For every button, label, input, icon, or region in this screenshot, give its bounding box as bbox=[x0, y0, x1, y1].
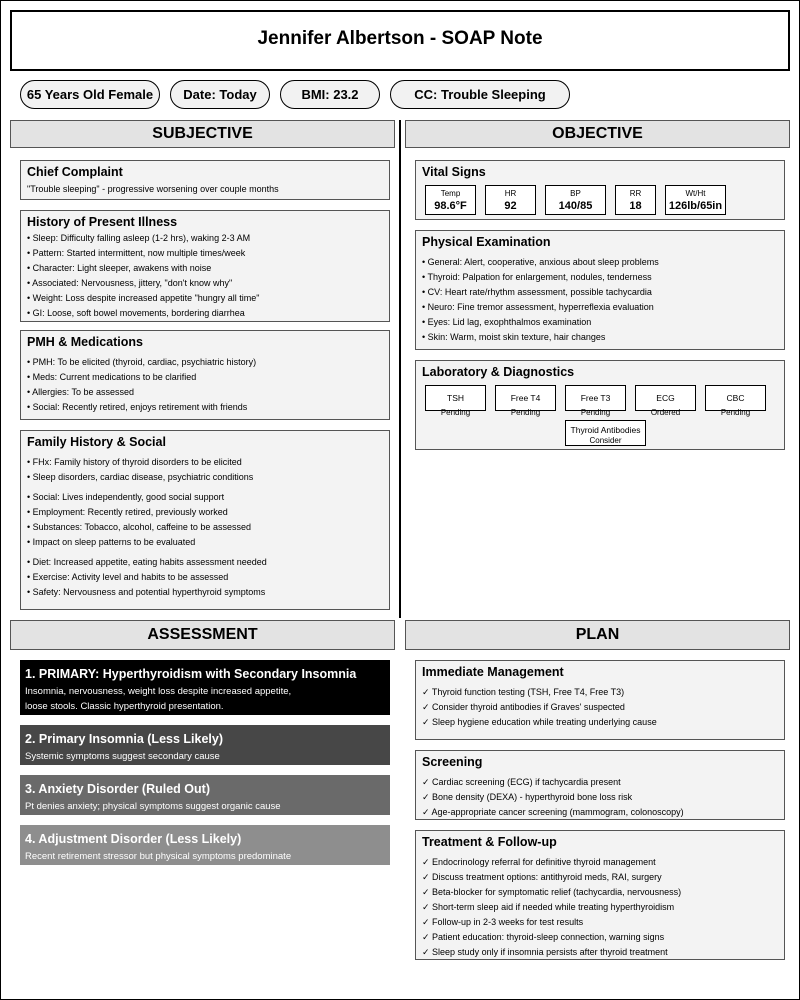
list-item: ✓ Patient education: thyroid-sleep connection, warning signs bbox=[422, 932, 665, 942]
lab-cbc-status: Pending bbox=[720, 408, 751, 417]
list-item: ✓ Short-term sleep aid if needed while treating hyperthyroidism bbox=[422, 902, 675, 912]
list-item: • Allergies: To be assessed bbox=[27, 387, 135, 397]
list-item: • Diet: Increased appetite, eating habits assessment needed bbox=[27, 557, 267, 567]
screening-list bbox=[422, 775, 684, 820]
plan-header: PLAN bbox=[405, 620, 790, 650]
treatment-title: Treatment & Follow-up bbox=[422, 835, 557, 849]
hpi-card bbox=[20, 210, 390, 322]
vital-bp: BP 140/85 bbox=[545, 185, 606, 215]
lab-cbc: CBC bbox=[705, 385, 766, 411]
lab-thyroid-antibodies-status: Consider bbox=[589, 436, 622, 445]
vital-wt-ht: Wt/Ht 126lb/65in bbox=[665, 185, 726, 215]
vital-signs-title: Vital Signs bbox=[422, 165, 486, 179]
list-item: • Employment: Recently retired, previously worked bbox=[27, 507, 228, 517]
physical-exam-card bbox=[415, 230, 785, 350]
chief-complaint-text: "Trouble sleeping" - progressive worsening over couple months bbox=[27, 184, 279, 194]
page-title: Jennifer Albertson - SOAP Note bbox=[257, 28, 543, 49]
list-item: ✓ Bone density (DEXA) - hyperthyroid bone loss risk bbox=[422, 792, 633, 802]
pmh-card bbox=[20, 330, 390, 420]
vital-rr: RR 18 bbox=[615, 185, 656, 215]
family-social-title: Family History & Social bbox=[27, 435, 166, 449]
physical-exam-title: Physical Examination bbox=[422, 235, 551, 249]
pmh-title: PMH & Medications bbox=[27, 335, 143, 349]
list-item: • Eyes: Lid lag, exophthalmos examination bbox=[422, 317, 592, 327]
physical-exam-list bbox=[422, 255, 659, 345]
list-item: • Impact on sleep patterns to be evaluated bbox=[27, 537, 196, 547]
chief-complaint-card bbox=[20, 160, 390, 200]
vital-temp: Temp 98.6°F bbox=[425, 185, 476, 215]
list-item: • Social: Recently retired, enjoys retirement with friends bbox=[27, 402, 248, 412]
pmh-list bbox=[27, 355, 256, 415]
list-item: ✓ Age-appropriate cancer screening (mammogram, colonoscopy) bbox=[422, 807, 684, 817]
list-item: • Meds: Current medications to be clarified bbox=[27, 372, 197, 382]
list-item: • Weight: Loss despite increased appetite "hungry all time" bbox=[27, 293, 260, 303]
lab-ecg: ECG bbox=[635, 385, 696, 411]
list-item: ✓ Consider thyroid antibodies if Graves' suspected bbox=[422, 702, 625, 712]
hpi-title: History of Present Illness bbox=[27, 215, 178, 229]
list-item: ✓ Endocrinology referral for definitive thyroid management bbox=[422, 857, 656, 867]
chief-complaint-pill: CC: Trouble Sleeping bbox=[390, 80, 570, 109]
diagnosis-3: 3. Anxiety Disorder (Ruled Out) Pt denies anxiety; physical symptoms suggest organic cause bbox=[20, 775, 390, 815]
list-item: • Thyroid: Palpation for enlargement, nodules, tenderness bbox=[422, 272, 652, 282]
lifestyle-list bbox=[27, 555, 267, 600]
list-item: • Exercise: Activity level and habits to be assessed bbox=[27, 572, 229, 582]
diagnosis-2: 2. Primary Insomnia (Less Likely) Systemic symptoms suggest secondary cause bbox=[20, 725, 390, 765]
column-divider bbox=[399, 120, 401, 618]
labs-title: Laboratory & Diagnostics bbox=[422, 365, 575, 379]
social-list bbox=[27, 490, 251, 550]
list-item: • PMH: To be elicited (thyroid, cardiac, psychiatric history) bbox=[27, 357, 257, 367]
lab-tsh: TSH bbox=[425, 385, 486, 411]
lab-free-t3: Free T3 bbox=[565, 385, 626, 411]
diagnosis-primary: 1. PRIMARY: Hyperthyroidism with Secondary Insomnia Insomnia, nervousness, weight loss despite increased appetite, loose stools. Classic hyperthyroid presentation. bbox=[20, 660, 390, 715]
lab-tsh-status: Pending bbox=[440, 408, 471, 417]
list-item: ✓ Cardiac screening (ECG) if tachycardia present bbox=[422, 777, 621, 787]
treatment-card bbox=[415, 830, 785, 960]
list-item: • GI: Loose, soft bowel movements, bordering diarrhea bbox=[27, 308, 245, 318]
list-item: • Skin: Warm, moist skin texture, hair changes bbox=[422, 332, 606, 342]
treatment-list bbox=[422, 855, 681, 960]
list-item: ✓ Discuss treatment options: antithyroid meds, RAI, surgery bbox=[422, 872, 662, 882]
diagnosis-4: 4. Adjustment Disorder (Less Likely) Recent retirement stressor but physical symptoms predominate bbox=[20, 825, 390, 865]
objective-header: OBJECTIVE bbox=[405, 120, 790, 148]
vital-hr: HR 92 bbox=[485, 185, 536, 215]
lab-ecg-status: Ordered bbox=[650, 408, 681, 417]
list-item: ✓ Thyroid function testing (TSH, Free T4, Free T3) bbox=[422, 687, 625, 697]
lab-thyroid-antibodies: Thyroid Antibodies Consider bbox=[565, 420, 646, 446]
list-item: • Neuro: Fine tremor assessment, hyperreflexia evaluation bbox=[422, 302, 654, 312]
family-history-list bbox=[27, 455, 253, 485]
assessment-header: ASSESSMENT bbox=[10, 620, 395, 650]
title-box bbox=[10, 10, 790, 71]
list-item: • Pattern: Started intermittent, now multiple times/week bbox=[27, 248, 246, 258]
list-item: • FHx: Family history of thyroid disorders to be elicited bbox=[27, 457, 242, 467]
labs-card bbox=[415, 360, 785, 450]
list-item: ✓ Follow-up in 2-3 weeks for test results bbox=[422, 917, 584, 927]
vital-signs-card bbox=[415, 160, 785, 220]
list-item: • Sleep disorders, cardiac disease, psychiatric conditions bbox=[27, 472, 254, 482]
list-item: • Substances: Tobacco, alcohol, caffeine to be assessed bbox=[27, 522, 251, 532]
subjective-header: SUBJECTIVE bbox=[10, 120, 395, 148]
lab-free-t3-status: Pending bbox=[580, 408, 611, 417]
list-item: • General: Alert, cooperative, anxious about sleep problems bbox=[422, 257, 659, 267]
immediate-management-title: Immediate Management bbox=[422, 665, 564, 679]
date-pill: Date: Today bbox=[170, 80, 270, 109]
hpi-list bbox=[27, 231, 260, 321]
immediate-management-list bbox=[422, 685, 657, 730]
list-item: • Sleep: Difficulty falling asleep (1-2 hrs), waking 2-3 AM bbox=[27, 233, 251, 243]
list-item: • Character: Light sleeper, awakens with noise bbox=[27, 263, 212, 273]
immediate-management-card bbox=[415, 660, 785, 740]
list-item: ✓ Beta-blocker for symptomatic relief (tachycardia, nervousness) bbox=[422, 887, 682, 897]
list-item: • Associated: Nervousness, jittery, "don't know why" bbox=[27, 278, 233, 288]
chief-complaint-title: Chief Complaint bbox=[27, 165, 123, 179]
list-item: • Safety: Nervousness and potential hyperthyroid symptoms bbox=[27, 587, 266, 597]
screening-title: Screening bbox=[422, 755, 483, 769]
list-item: ✓ Sleep study only if insomnia persists after thyroid treatment bbox=[422, 947, 668, 957]
lab-free-t4-status: Pending bbox=[510, 408, 541, 417]
list-item: ✓ Sleep hygiene education while treating underlying cause bbox=[422, 717, 657, 727]
age-sex-pill: 65 Years Old Female bbox=[20, 80, 160, 109]
lab-free-t4: Free T4 bbox=[495, 385, 556, 411]
list-item: • CV: Heart rate/rhythm assessment, possible tachycardia bbox=[422, 287, 652, 297]
list-item: • Social: Lives independently, good social support bbox=[27, 492, 225, 502]
family-social-card bbox=[20, 430, 390, 610]
screening-card bbox=[415, 750, 785, 820]
bmi-pill: BMI: 23.2 bbox=[280, 80, 380, 109]
